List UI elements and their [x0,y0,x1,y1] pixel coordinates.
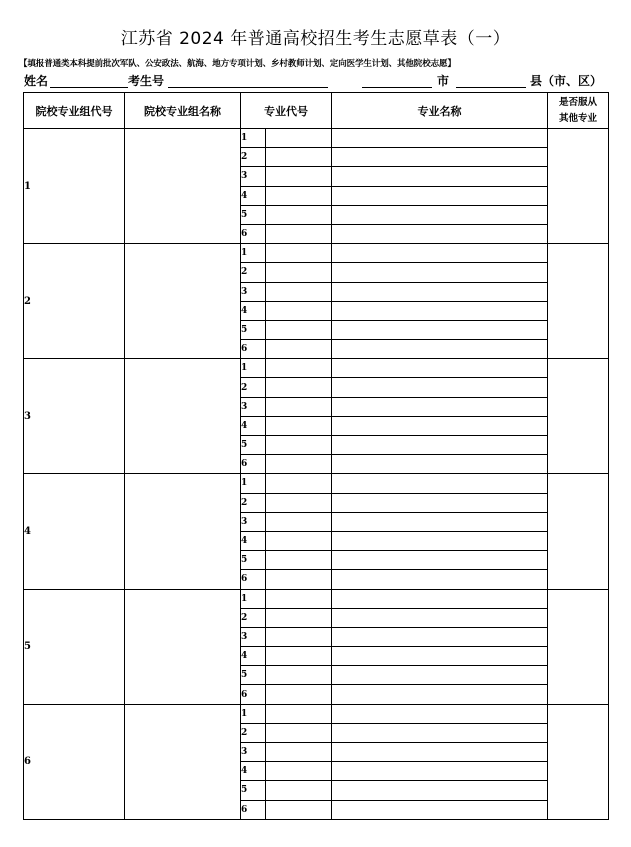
obey-other-majors-cell[interactable] [548,704,609,819]
major-code-cell[interactable] [266,493,332,512]
major-code-cell[interactable] [266,224,332,243]
major-name-cell[interactable] [332,186,548,205]
major-code-cell[interactable] [266,244,332,263]
major-name-cell[interactable] [332,205,548,224]
obey-other-majors-cell[interactable] [548,359,609,474]
major-code-cell[interactable] [266,167,332,186]
form-title: 江苏省 2024 年普通高校招生考生志愿草表（一） [120,29,511,49]
major-name-cell[interactable] [332,551,548,570]
group-number-cell[interactable]: 3 [24,359,125,474]
major-code-cell[interactable] [266,551,332,570]
group-name-cell[interactable] [125,359,241,474]
major-index-cell: 3 [241,167,266,186]
major-name-cell[interactable] [332,129,548,148]
group-name-cell[interactable] [125,244,241,359]
major-index-cell: 3 [241,282,266,301]
major-index-cell: 2 [241,493,266,512]
city-label: 市 [437,74,450,88]
obey-other-majors-cell[interactable] [548,244,609,359]
major-code-cell[interactable] [266,608,332,627]
major-code-cell[interactable] [266,704,332,723]
major-index-cell: 1 [241,704,266,723]
major-code-cell[interactable] [266,301,332,320]
major-name-cell[interactable] [332,378,548,397]
group-number-cell[interactable]: 1 [24,129,125,244]
major-name-cell[interactable] [332,647,548,666]
group-name-cell[interactable] [125,129,241,244]
major-index-cell: 6 [241,685,266,704]
major-index-cell: 2 [241,148,266,167]
group-name-cell[interactable] [125,474,241,589]
major-name-cell[interactable] [332,359,548,378]
name-label: 姓名 [24,74,49,88]
major-name-cell[interactable] [332,436,548,455]
major-name-cell[interactable] [332,282,548,301]
exam-number-field[interactable] [168,87,328,88]
major-code-cell[interactable] [266,129,332,148]
group-number-cell[interactable]: 2 [24,244,125,359]
major-name-cell[interactable] [332,589,548,608]
major-name-cell[interactable] [332,800,548,819]
candidate-info-line [0,72,631,90]
major-name-cell[interactable] [332,474,548,493]
table-row [24,704,609,723]
major-name-cell[interactable] [332,224,548,243]
table-row [24,474,609,493]
major-code-cell[interactable] [266,666,332,685]
header-major-name: 专业名称 [332,93,548,129]
major-name-cell[interactable] [332,666,548,685]
group-name-cell[interactable] [125,704,241,819]
major-name-cell[interactable] [332,320,548,339]
major-code-cell[interactable] [266,531,332,550]
major-code-cell[interactable] [266,647,332,666]
major-code-cell[interactable] [266,685,332,704]
major-code-cell[interactable] [266,378,332,397]
major-index-cell: 5 [241,551,266,570]
header-group-name: 院校专业组名称 [125,93,241,129]
major-name-cell[interactable] [332,512,548,531]
county-label: 县（市、区） [530,74,603,88]
major-code-cell[interactable] [266,512,332,531]
header-group-code: 院校专业组代号 [24,93,125,129]
major-code-cell[interactable] [266,397,332,416]
major-code-cell[interactable] [266,186,332,205]
major-name-cell[interactable] [332,244,548,263]
major-code-cell[interactable] [266,723,332,742]
obey-other-majors-cell[interactable] [548,589,609,704]
major-code-cell[interactable] [266,320,332,339]
major-name-cell[interactable] [332,627,548,646]
major-index-cell: 4 [241,416,266,435]
table-row [24,589,609,608]
major-index-cell: 6 [241,455,266,474]
major-name-cell[interactable] [332,340,548,359]
obey-other-majors-cell[interactable] [548,129,609,244]
major-index-cell: 1 [241,129,266,148]
major-index-cell: 6 [241,800,266,819]
major-name-cell[interactable] [332,531,548,550]
major-index-cell: 4 [241,301,266,320]
major-code-cell[interactable] [266,263,332,282]
major-name-cell[interactable] [332,570,548,589]
choice-table [23,92,609,820]
major-index-cell: 5 [241,436,266,455]
major-index-cell: 5 [241,205,266,224]
name-field[interactable] [50,87,128,88]
major-name-cell[interactable] [332,493,548,512]
major-code-cell[interactable] [266,282,332,301]
major-index-cell: 3 [241,397,266,416]
major-index-cell: 3 [241,512,266,531]
major-index-cell: 4 [241,531,266,550]
major-name-cell[interactable] [332,397,548,416]
major-code-cell[interactable] [266,570,332,589]
major-name-cell[interactable] [332,416,548,435]
obey-other-majors-cell[interactable] [548,474,609,589]
major-name-cell[interactable] [332,781,548,800]
major-code-cell[interactable] [266,474,332,493]
form-subtitle: 【填报普通类本科提前批次军队、公安政法、航海、地方专项计划、乡村教师计划、定向医学生计划、其他院校志愿】 [19,59,456,69]
major-code-cell[interactable] [266,148,332,167]
major-index-cell: 3 [241,627,266,646]
header-major-code: 专业代号 [241,93,332,129]
major-index-cell: 4 [241,647,266,666]
major-name-cell[interactable] [332,723,548,742]
table-row [24,244,609,263]
major-index-cell: 1 [241,589,266,608]
major-index-cell: 2 [241,378,266,397]
major-index-cell: 3 [241,743,266,762]
major-index-cell: 1 [241,359,266,378]
exam-number-label: 考生号 [128,74,165,88]
major-code-cell[interactable] [266,436,332,455]
major-index-cell: 6 [241,224,266,243]
table-body [24,129,609,820]
city-field[interactable] [362,87,432,88]
header-obey-line2: 其他专业 [558,112,597,124]
major-code-cell[interactable] [266,589,332,608]
group-name-cell[interactable] [125,589,241,704]
table-row [24,129,609,148]
major-index-cell: 6 [241,340,266,359]
major-name-cell[interactable] [332,743,548,762]
major-name-cell[interactable] [332,263,548,282]
major-index-cell: 1 [241,244,266,263]
major-code-cell[interactable] [266,627,332,646]
major-name-cell[interactable] [332,455,548,474]
major-name-cell[interactable] [332,762,548,781]
major-index-cell: 2 [241,608,266,627]
major-code-cell[interactable] [266,762,332,781]
group-number-cell[interactable]: 6 [24,704,125,819]
major-code-cell[interactable] [266,340,332,359]
major-index-cell: 4 [241,762,266,781]
major-index-cell: 1 [241,474,266,493]
county-field[interactable] [456,87,526,88]
major-name-cell[interactable] [332,704,548,723]
major-code-cell[interactable] [266,781,332,800]
table-row [24,359,609,378]
major-index-cell: 4 [241,186,266,205]
major-name-cell[interactable] [332,685,548,704]
major-name-cell[interactable] [332,301,548,320]
group-number-cell[interactable]: 5 [24,589,125,704]
major-code-cell[interactable] [266,743,332,762]
major-index-cell: 2 [241,263,266,282]
major-index-cell: 5 [241,781,266,800]
major-code-cell[interactable] [266,800,332,819]
table-header-row [24,93,609,129]
major-code-cell[interactable] [266,205,332,224]
major-code-cell[interactable] [266,416,332,435]
major-index-cell: 6 [241,570,266,589]
major-code-cell[interactable] [266,455,332,474]
major-name-cell[interactable] [332,167,548,186]
major-index-cell: 5 [241,320,266,339]
major-index-cell: 5 [241,666,266,685]
major-index-cell: 2 [241,723,266,742]
major-code-cell[interactable] [266,359,332,378]
group-number-cell[interactable]: 4 [24,474,125,589]
major-name-cell[interactable] [332,608,548,627]
header-obey-other-majors [548,93,609,129]
major-name-cell[interactable] [332,148,548,167]
header-obey-line1: 是否服从 [558,96,597,108]
